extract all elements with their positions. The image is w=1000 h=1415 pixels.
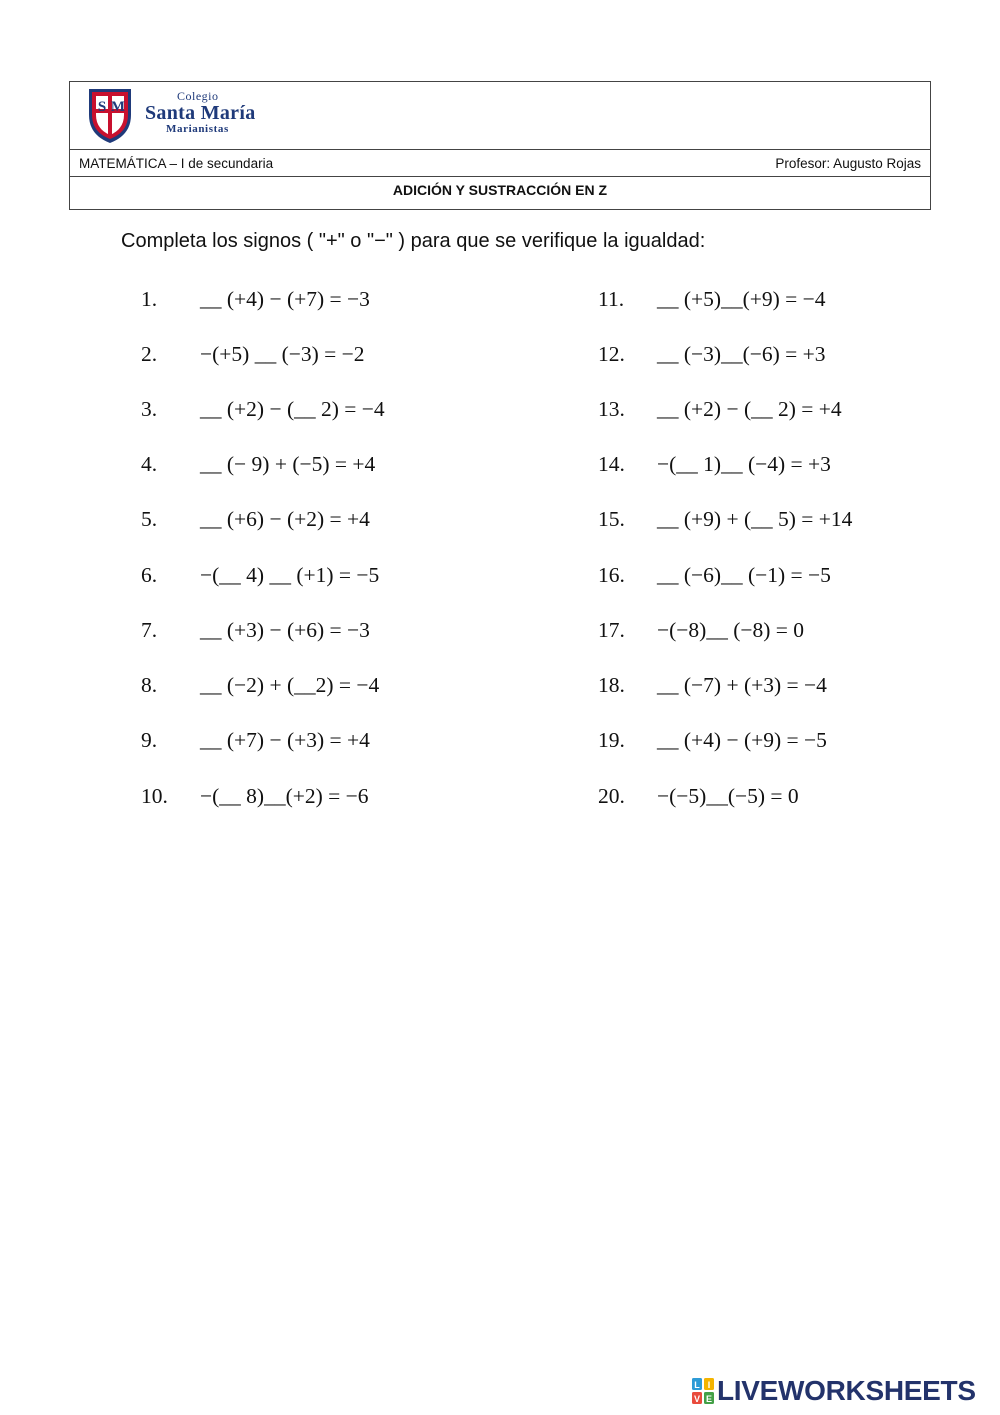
school-name [145, 90, 256, 135]
exercise-number: 17. [598, 618, 625, 642]
exercise-expression[interactable]: −(__ 8)__(+2) = −6 [200, 784, 369, 808]
exercise-expression[interactable]: __ (−6)__ (−1) = −5 [657, 563, 831, 587]
exercise-number: 2. [141, 342, 158, 366]
exercise-expression[interactable]: __ (+9) + (__ 5) = +14 [657, 507, 853, 531]
school-logo-row [70, 82, 930, 150]
badge-letter-i: I [707, 1380, 711, 1390]
worksheet-title: ADICIÓN Y SUSTRACCIÓN EN Z [392, 182, 608, 198]
exercise-expression[interactable]: __ (+4) − (+7) = −3 [200, 287, 370, 311]
exercise-number: 11. [598, 287, 625, 311]
badge-letter-l: L [694, 1380, 700, 1390]
subject-row [70, 150, 930, 177]
exercise-expression[interactable]: −(−5)__(−5) = 0 [657, 784, 799, 808]
exercise-number: 4. [141, 452, 158, 476]
exercise-number: 16. [598, 563, 625, 587]
exercise-number: 10. [141, 784, 168, 808]
instructions: Completa los signos ( "+" o "−" ) para que se verifique la igualdad: [121, 230, 706, 252]
school-name-line2: Santa María [145, 102, 256, 124]
exercise-expression[interactable]: −(−8)__ (−8) = 0 [657, 618, 805, 642]
liveworksheets-badge-icon [692, 1378, 714, 1404]
exercise-expression[interactable]: __ (+2) − (__ 2) = −4 [200, 397, 385, 421]
exercise-number: 19. [598, 728, 625, 752]
exercise-number: 14. [598, 452, 625, 476]
school-name-line1: Colegio [177, 89, 219, 103]
exercise-number: 6. [141, 563, 158, 587]
teacher-label: Profesor: Augusto Rojas [775, 156, 921, 171]
exercise-number: 3. [141, 397, 158, 421]
exercise-expression[interactable]: __ (+4) − (+9) = −5 [657, 728, 827, 752]
exercise-expression[interactable]: −(__ 4) __ (+1) = −5 [200, 563, 380, 587]
badge-letter-e: E [705, 1394, 713, 1404]
exercise-number: 13. [598, 397, 625, 421]
liveworksheets-logo[interactable] [692, 1374, 992, 1408]
exercise-expression[interactable]: __ (+6) − (+2) = +4 [200, 507, 370, 531]
exercise-number: 1. [141, 287, 158, 311]
exercise-expression[interactable]: __ (− 9) + (−5) = +4 [200, 452, 376, 476]
school-shield-icon [86, 85, 134, 145]
exercise-number: 9. [141, 728, 158, 752]
exercise-number: 12. [598, 342, 625, 366]
subject-label: MATEMÁTICA – I de secundaria [79, 156, 274, 171]
exercise-expression[interactable]: −(__ 1)__ (−4) = +3 [657, 452, 831, 476]
exercise-expression[interactable]: __ (+5)__(+9) = −4 [657, 287, 826, 311]
exercise-expression[interactable]: __ (−7) + (+3) = −4 [657, 673, 827, 697]
exercise-number: 7. [141, 618, 158, 642]
exercise-number: 20. [598, 784, 625, 808]
exercise-number: 5. [141, 507, 158, 531]
exercise-expression[interactable]: __ (+2) − (__ 2) = +4 [657, 397, 842, 421]
worksheet-header [69, 81, 931, 210]
exercise-expression[interactable]: −(+5) __ (−3) = −2 [200, 342, 365, 366]
liveworksheets-brand: LIVEWORKSHEETS [717, 1375, 976, 1406]
shield-letter-m: M [110, 99, 126, 115]
school-name-line3: Marianistas [166, 123, 229, 135]
exercise-expression[interactable]: __ (+3) − (+6) = −3 [200, 618, 370, 642]
exercise-number: 8. [141, 673, 158, 697]
exercise-expression[interactable]: __ (+7) − (+3) = +4 [200, 728, 370, 752]
exercise-number: 18. [598, 673, 625, 697]
shield-letter-s: S [97, 99, 107, 115]
exercise-expression[interactable]: __ (−3)__(−6) = +3 [657, 342, 826, 366]
exercise-expression[interactable]: __ (−2) + (__2) = −4 [200, 673, 380, 697]
exercise-number: 15. [598, 507, 625, 531]
badge-letter-v: V [693, 1394, 701, 1404]
